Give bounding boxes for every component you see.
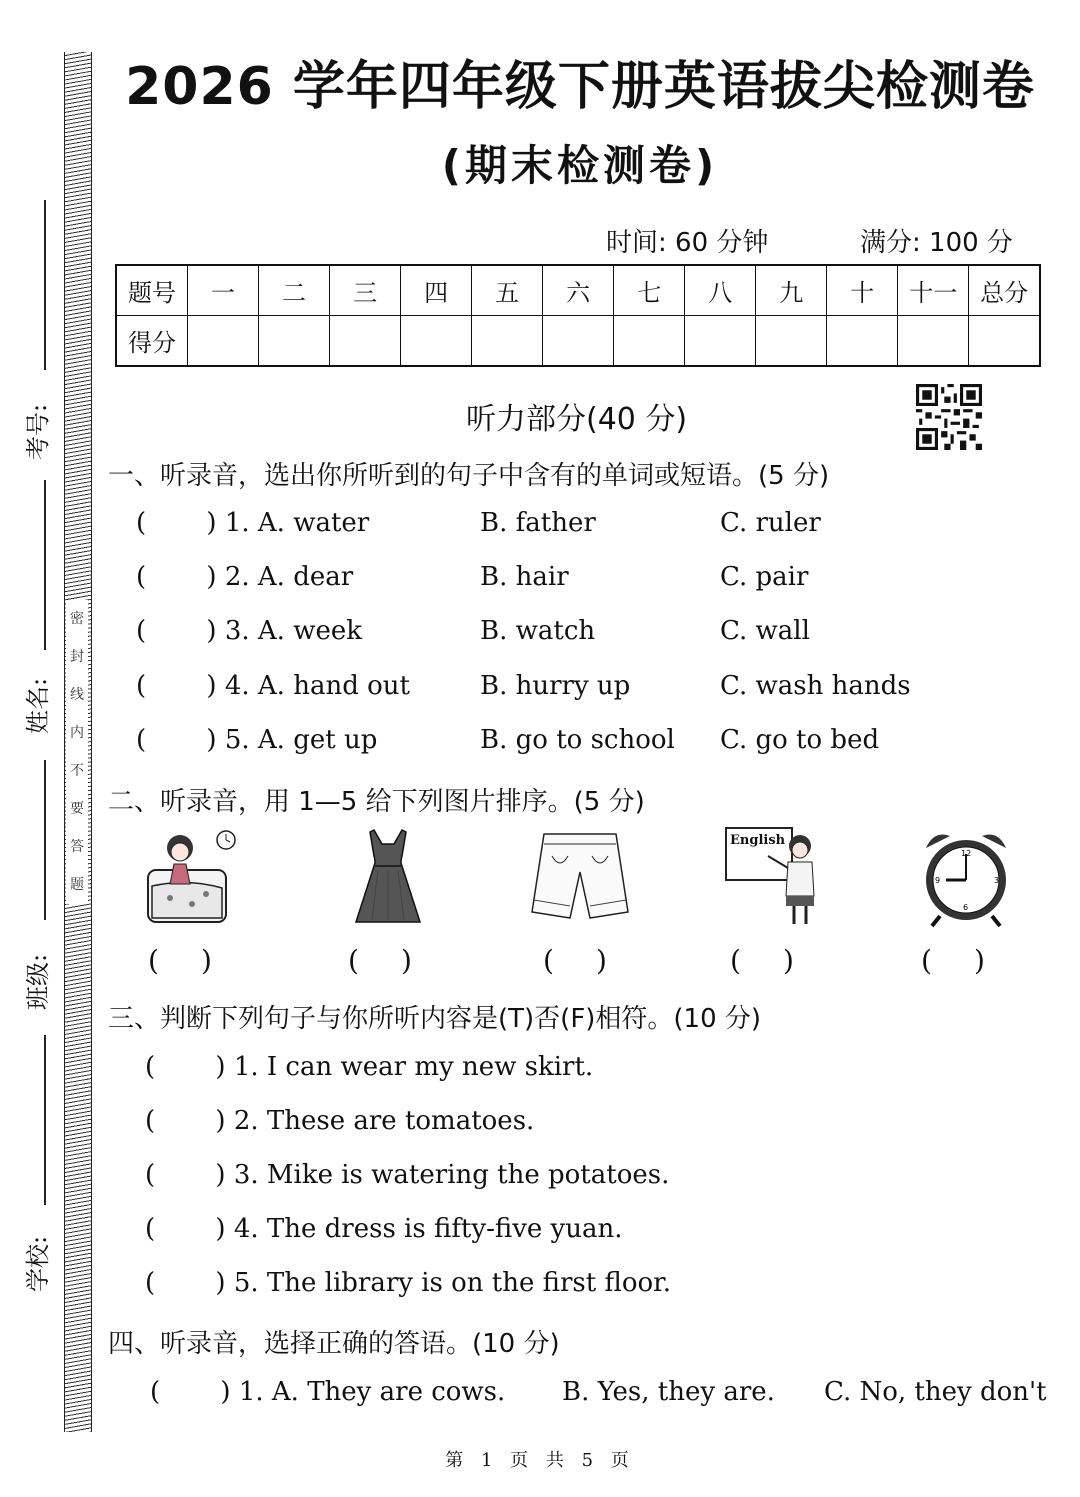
part3-question [145, 1214, 622, 1244]
score-cell: 五 [472, 265, 543, 316]
part1-option-b: B. hair [480, 562, 569, 592]
part1-option-c: C. wash hands [720, 671, 911, 701]
score-cell: 四 [401, 265, 472, 316]
part1-question [136, 508, 369, 538]
score-input-cell[interactable] [969, 316, 1040, 367]
page-footer: 第 1 页 共 5 页 [445, 1450, 635, 1471]
svg-text:3: 3 [994, 876, 1000, 885]
part4-option-b: B. Yes, they are. [562, 1377, 775, 1407]
answer-paren[interactable]: ( [145, 1160, 156, 1190]
question-text: ) 3. Mike is watering the potatoes. [215, 1160, 670, 1190]
score-cell: 十 [827, 265, 898, 316]
name-line [44, 480, 46, 650]
shorts-picture [530, 826, 630, 930]
picture-order-paren[interactable]: ( ) [348, 944, 412, 977]
score-input-cell[interactable] [898, 316, 969, 367]
listening-section-title: 听力部分(40 分) [466, 402, 688, 437]
score-input-cell[interactable] [614, 316, 685, 367]
picture-order-paren[interactable]: ( ) [921, 944, 985, 977]
part1-option-c: C. ruler [720, 508, 821, 538]
score-table-header-row [116, 265, 1040, 316]
class-line [44, 760, 46, 920]
answer-paren[interactable]: ( [136, 562, 147, 592]
part1-option-c: C. pair [720, 562, 809, 592]
score-cell: 题号 [116, 265, 188, 316]
name-label: 姓名: [24, 677, 52, 734]
score-cell: 八 [685, 265, 756, 316]
part1-option-c: C. go to bed [720, 725, 880, 755]
part4-question [150, 1377, 505, 1407]
exam-number-line [44, 200, 46, 370]
score-cell: 九 [756, 265, 827, 316]
score-input-cell[interactable] [756, 316, 827, 367]
score-table-score-row [116, 316, 1040, 367]
score-cell: 总分 [969, 265, 1040, 316]
svg-text:12: 12 [961, 849, 972, 858]
answer-paren[interactable]: ( [136, 508, 147, 538]
part1-option-b: B. go to school [480, 725, 675, 755]
part1-question [136, 562, 353, 592]
score-input-cell[interactable] [330, 316, 401, 367]
question-text: ) 1. I can wear my new skirt. [215, 1052, 594, 1082]
picture-order-paren[interactable]: ( ) [148, 944, 212, 977]
answer-paren[interactable]: ( [145, 1268, 156, 1298]
score-input-cell[interactable] [685, 316, 756, 367]
seal-line-text: 密 封 线 内 不 要 答 题 [66, 600, 88, 904]
class-label: 班级: [24, 953, 52, 1010]
class-line-2 [44, 1035, 46, 1205]
svg-text:6: 6 [963, 903, 969, 912]
exam-number-label: 考号: [24, 403, 52, 460]
part3-question [145, 1052, 593, 1082]
score-cell: 七 [614, 265, 685, 316]
question-option-a: ) 1. A. water [206, 508, 370, 538]
part1-heading: 一、听录音，选出你所听到的句子中含有的单词或短语。(5 分) [108, 461, 830, 491]
part1-option-b: B. watch [480, 616, 596, 646]
score-input-cell[interactable] [472, 316, 543, 367]
score-cell: 六 [543, 265, 614, 316]
full-score-label: 满分: 100 分 [860, 228, 1013, 258]
svg-text:9: 9 [935, 876, 941, 885]
part3-question [145, 1268, 671, 1298]
part4-heading: 四、听录音，选择正确的答语。(10 分) [108, 1329, 560, 1359]
school-label: 学校: [24, 1235, 52, 1292]
part1-question [136, 725, 377, 755]
score-input-cell[interactable] [543, 316, 614, 367]
answer-paren[interactable]: ( [145, 1106, 156, 1136]
part1-question [136, 616, 362, 646]
score-cell: 一 [188, 265, 259, 316]
part4-option-c: C. No, they don't [824, 1377, 1047, 1407]
score-row-label: 得分 [116, 316, 188, 367]
question-option-a: ) 1. A. They are cows. [220, 1377, 506, 1407]
score-input-cell[interactable] [401, 316, 472, 367]
binding-margin [0, 0, 100, 1497]
part1-option-c: C. wall [720, 616, 810, 646]
score-input-cell[interactable] [188, 316, 259, 367]
english-teacher-picture [722, 826, 822, 930]
qr-code-icon [914, 384, 984, 450]
score-cell: 三 [330, 265, 401, 316]
page-title: 2026 学年四年级下册英语拔尖检测卷 [125, 57, 1035, 117]
score-cell: 二 [259, 265, 330, 316]
part1-option-b: B. hurry up [480, 671, 631, 701]
question-text: ) 2. These are tomatoes. [215, 1106, 535, 1136]
score-input-cell[interactable] [259, 316, 330, 367]
girl-in-bed-picture [140, 826, 240, 930]
question-option-a: ) 2. A. dear [206, 562, 354, 592]
question-text: ) 5. The library is on the first floor. [215, 1268, 671, 1298]
question-option-a: ) 4. A. hand out [206, 671, 410, 701]
question-option-a: ) 5. A. get up [206, 725, 378, 755]
part2-heading: 二、听录音，用 1—5 给下列图片排序。(5 分) [108, 787, 645, 817]
answer-paren[interactable]: ( [136, 616, 147, 646]
dress-picture [338, 826, 438, 930]
answer-paren[interactable]: ( [136, 671, 147, 701]
answer-paren[interactable]: ( [145, 1052, 156, 1082]
answer-paren[interactable]: ( [136, 725, 147, 755]
part3-question [145, 1160, 669, 1190]
question-text: ) 4. The dress is fifty-five yuan. [215, 1214, 623, 1244]
score-input-cell[interactable] [827, 316, 898, 367]
question-option-a: ) 3. A. week [206, 616, 362, 646]
answer-paren[interactable]: ( [150, 1377, 161, 1407]
picture-order-paren[interactable]: ( ) [543, 944, 607, 977]
page-subtitle: (期末检测卷) [441, 141, 719, 190]
part1-question [136, 671, 410, 701]
part3-question [145, 1106, 534, 1136]
part3-heading: 三、判断下列句子与你所听内容是(T)否(F)相符。(10 分) [108, 1004, 762, 1034]
time-label: 时间: 60 分钟 [606, 228, 769, 258]
part1-option-b: B. father [480, 508, 596, 538]
answer-paren[interactable]: ( [145, 1214, 156, 1244]
alarm-clock-picture [916, 826, 1016, 930]
board-text: English [730, 833, 786, 848]
picture-order-paren[interactable]: ( ) [730, 944, 794, 977]
score-table [115, 264, 1041, 367]
score-cell: 十一 [898, 265, 969, 316]
